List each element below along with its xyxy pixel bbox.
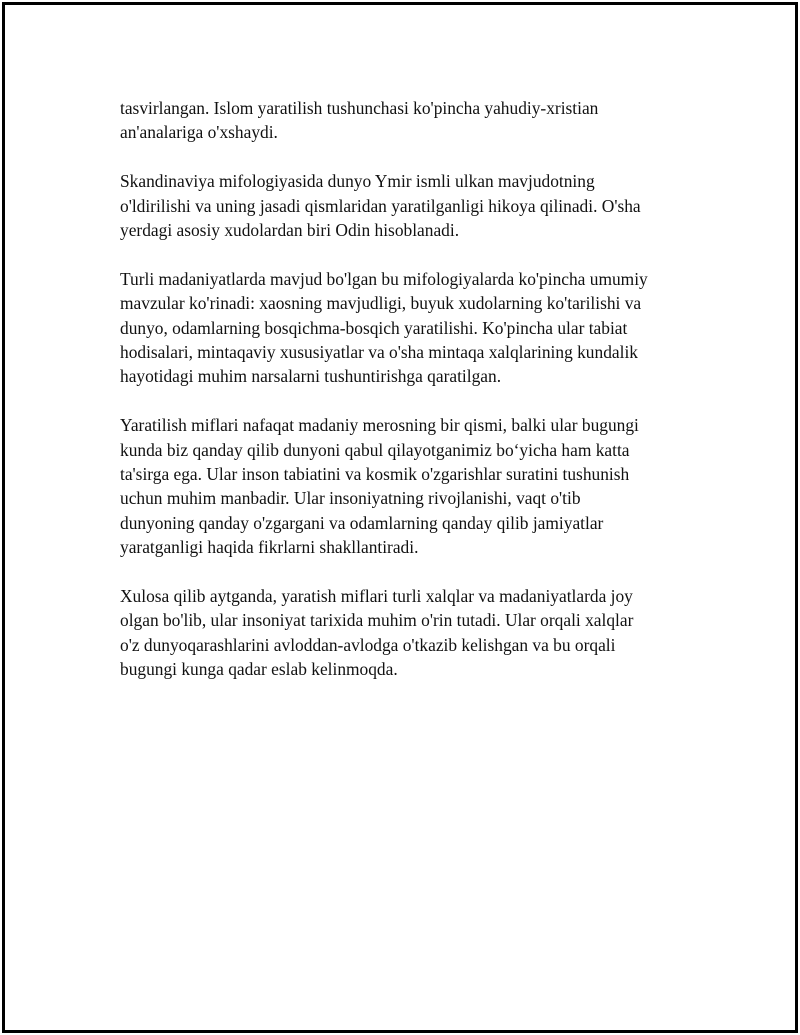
text-line: o'ldirilishi va uning jasadi qismlaridan yaratilganligi hikoya qilinadi. O'sha: [120, 195, 641, 216]
text-line: hayotidagi muhim narsalarni tushuntirishga qaratilgan.: [120, 366, 502, 387]
paragraph-conclusion: [120, 584, 710, 682]
text-line: Xulosa qilib aytganda, yaratish miflari turli xalqlar va madaniyatlarda joy: [120, 586, 633, 607]
text-line: Turli madaniyatlarda mavjud bo'lgan bu mifologiyalarda ko'pincha umumiy: [120, 268, 648, 289]
page-frame: [2, 2, 798, 1033]
text-line: kunda biz qanday qilib dunyoni qabul qilayotganimiz bo‘yicha ham katta: [120, 439, 630, 460]
paragraph-scandinavian-mythology: [120, 169, 710, 242]
text-line: dunyo, odamlarning bosqichma-bosqich yaratilishi. Ko'pincha ular tabiat: [120, 317, 628, 338]
paragraph-common-themes: [120, 267, 710, 389]
paragraph-myth-significance: [120, 413, 710, 559]
text-line: mavzular ko'rinadi: xaosning mavjudligi, buyuk xudolarning ko'tarilishi va: [120, 293, 642, 314]
text-line: o'z dunyoqarashlarini avloddan-avlodga o'tkazib kelishgan va bu orqali: [120, 634, 616, 655]
text-line: bugungi kunga qadar eslab kelinmoqda.: [120, 659, 398, 680]
text-line: Skandinaviya mifologiyasida dunyo Ymir ismli ulkan mavjudotning: [120, 171, 595, 192]
text-line: an'analariga o'xshaydi.: [120, 122, 278, 143]
paragraph-islam-creation: [120, 96, 710, 145]
text-line: ta'sirga ega. Ular inson tabiatini va kosmik o'zgarishlar suratini tushunish: [120, 464, 630, 485]
text-line: uchun muhim manbadir. Ular insoniyatning rivojlanishi, vaqt o'tib: [120, 488, 581, 509]
text-line: yaratganligi haqida fikrlarni shakllantiradi.: [120, 537, 419, 558]
text-line: yerdagi asosiy xudolardan biri Odin hisoblanadi.: [120, 220, 460, 241]
text-line: hodisalari, mintaqaviy xususiyatlar va o'sha mintaqa xalqlarining kundalik: [120, 342, 638, 363]
text-line: olgan bo'lib, ular insoniyat tarixida muhim o'rin tutadi. Ular orqali xalqlar: [120, 610, 634, 631]
document-body: [120, 96, 710, 706]
text-line: dunyoning qanday o'zgargani va odamlarning qanday qilib jamiyatlar: [120, 512, 604, 533]
text-line: tasvirlangan. Islom yaratilish tushunchasi ko'pincha yahudiy-xristian: [120, 98, 599, 118]
text-line: Yaratilish miflari nafaqat madaniy merosning bir qismi, balki ular bugungi: [120, 415, 639, 436]
